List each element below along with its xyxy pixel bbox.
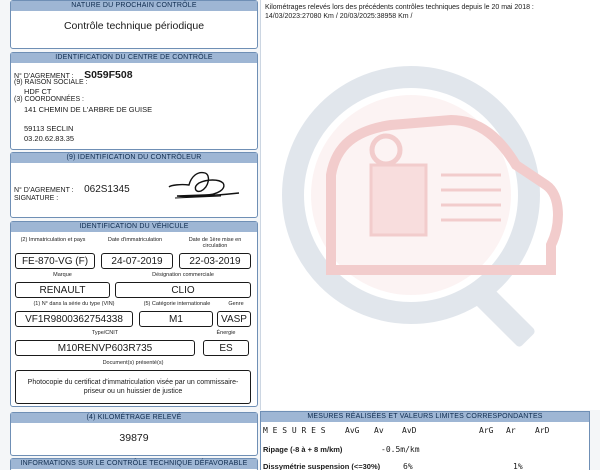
cat-value: M1 [139, 311, 213, 327]
energie-label: Énergie [216, 330, 236, 336]
mesures-col-title: M E S U R E S [263, 426, 326, 435]
right-area [260, 0, 600, 410]
km-history-values: 14/03/2023:27080 Km / 20/03/2025:38958 Km / [265, 13, 413, 20]
immat-value: FE-870-VG (F) [15, 253, 95, 269]
controleur-agrement-value: 062S1345 [84, 184, 130, 195]
nature-header: NATURE DU PROCHAIN CONTRÔLE [11, 1, 257, 11]
centre-panel [10, 52, 258, 150]
centre-phone: 03.20.62.83.35 [24, 134, 75, 143]
defav-panel [10, 458, 258, 470]
nature-value: Contrôle technique périodique [63, 20, 205, 32]
nature-panel [10, 0, 258, 49]
dissym-label: Dissymétrie suspension (<=30%) [263, 462, 381, 470]
mesures-header: MESURES RÉALISÉES ET VALEURS LIMITES CORRESPONDANTES [261, 412, 589, 422]
watermark-car-emblem [261, 55, 600, 385]
km-header: (4) KILOMÉTRAGE RELEVÉ [11, 413, 257, 423]
raison-label: (9) RAISON SOCIALE : [14, 79, 88, 86]
cat-label: (5) Catégorie internationale [143, 301, 211, 307]
col-avd: AvD [402, 426, 417, 435]
marque-label: Marque [53, 272, 72, 278]
raison-value: HDF CT [24, 87, 52, 96]
date-immat-value: 24-07-2019 [101, 253, 173, 269]
immat-label: (2) Immatriculation et pays [20, 237, 86, 243]
col-av: Av [374, 426, 384, 435]
dissym-ar: 1% [513, 462, 523, 470]
address-line2: 59113 SECLIN [24, 124, 74, 133]
type-value: M10RENVP603R735 [15, 340, 195, 356]
date-first-label: Date de 1ère mise en circulation [188, 237, 242, 249]
date-immat-label: Date d'immatriculation [107, 237, 163, 243]
designation-value: CLIO [115, 282, 251, 298]
km-panel [10, 412, 258, 456]
ripage-value: -0.5m/km [381, 445, 420, 454]
address-line1: 141 CHEMIN DE L'ARBRE DE GUISE [24, 105, 153, 114]
col-ar: Ar [506, 426, 516, 435]
centre-agrement-value: S059F508 [84, 69, 133, 81]
col-arg: ArG [479, 426, 494, 435]
coord-label: (3) COORDONNÉES : [14, 96, 85, 103]
signature-image [161, 165, 251, 205]
controleur-panel [10, 152, 258, 218]
dissym-av: 6% [403, 462, 413, 470]
defav-header: INFORMATIONS SUR LE CONTRÔLE TECHNIQUE DÉFAVORABLE [11, 459, 257, 469]
docs-value: Photocopie du certificat d'immatriculation visée par un commissaire-priseur ou un huissier de justice [15, 370, 251, 404]
col-avg: AvG [345, 426, 360, 435]
type-label: Type/CNIT [91, 330, 119, 336]
marque-value: RENAULT [15, 282, 110, 298]
km-value: 39879 [119, 432, 149, 444]
docs-label: Document(s) présenté(s) [102, 360, 164, 366]
km-history-title: Kilométrages relevés lors des précédents contrôles techniques depuis le 20 mai 2018 : [265, 4, 534, 11]
ripage-label: Ripage (-8 à + 8 m/km) [263, 445, 343, 454]
col-ard: ArD [535, 426, 550, 435]
signature-label: SIGNATURE : [14, 195, 59, 202]
mesures-panel [260, 411, 590, 470]
vehicule-header: IDENTIFICATION DU VÉHICULE [11, 222, 257, 232]
controleur-header: (9) IDENTIFICATION DU CONTRÔLEUR [11, 153, 257, 163]
vehicule-panel [10, 221, 258, 407]
centre-header: IDENTIFICATION DU CENTRE DE CONTRÔLE [11, 53, 257, 63]
designation-label: Désignation commerciale [152, 272, 214, 278]
controleur-agrement-label: N° D'AGREMENT : [14, 187, 74, 194]
centre-agrement-label: N° D'AGREMENT : [14, 73, 74, 80]
date-first-value: 22-03-2019 [179, 253, 251, 269]
vin-label: (1) N° dans la série du type (VIN) [33, 301, 115, 307]
energie-value: ES [203, 340, 249, 356]
vin-value: VF1R9800362754338 [15, 311, 133, 327]
genre-value: VASP [217, 311, 251, 327]
genre-label: Genre [228, 301, 244, 307]
